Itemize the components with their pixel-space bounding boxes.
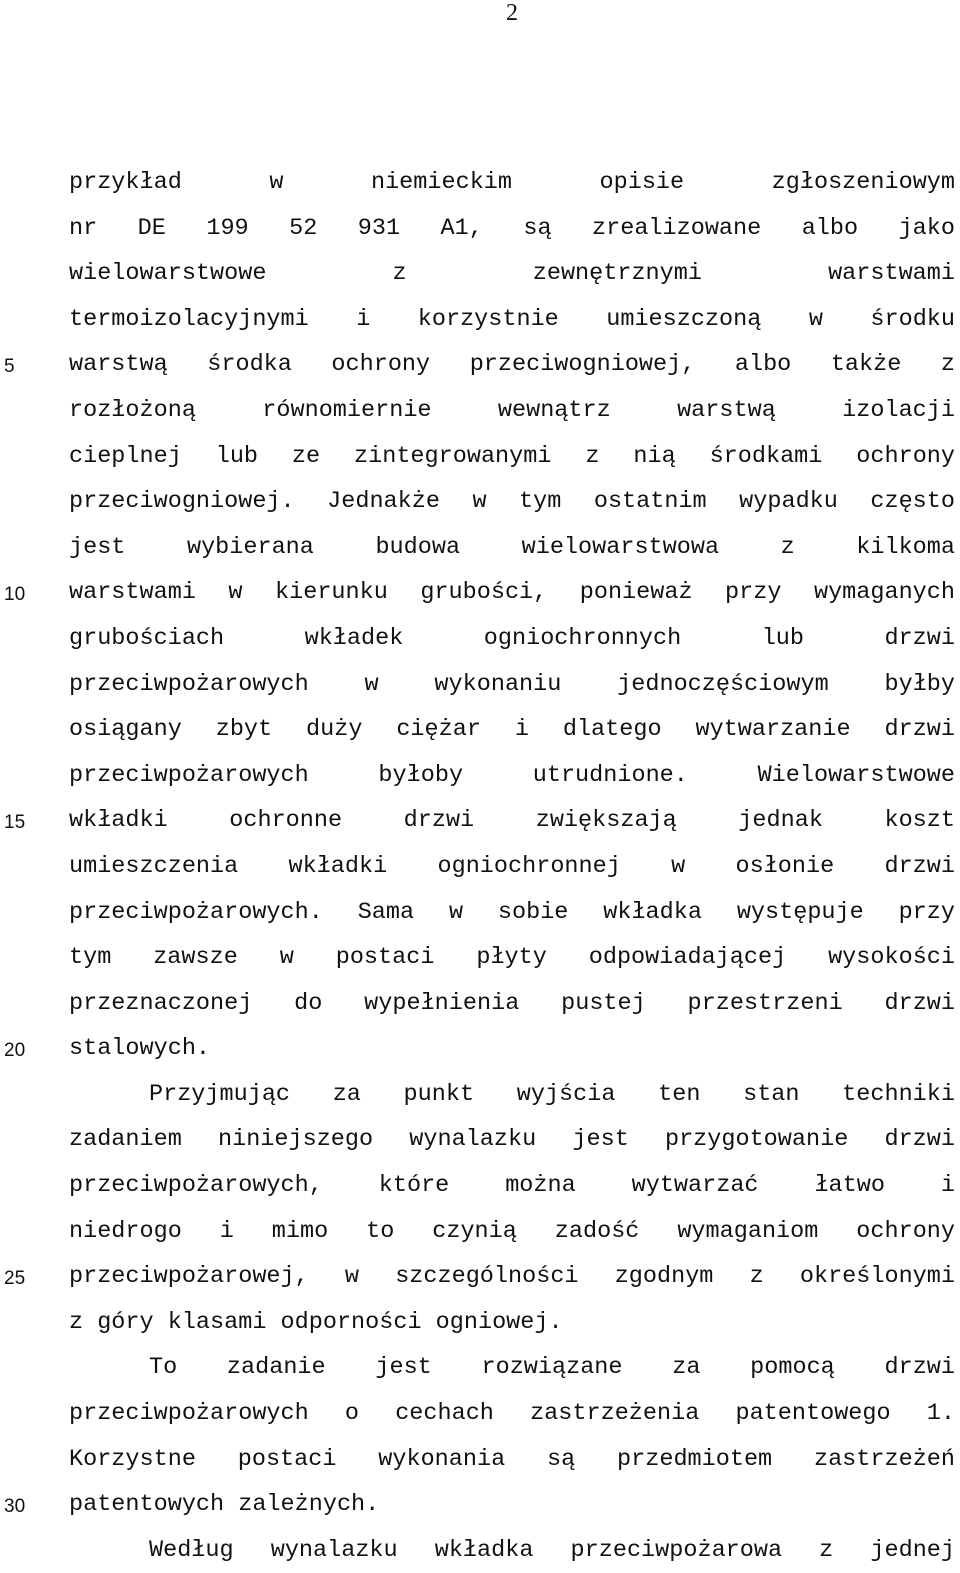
text-line: zadaniem niniejszego wynalazku jest przygotowanie drzwi [69, 1126, 955, 1154]
text-line: rozłożoną równomiernie wewnątrz warstwą izolacji [69, 396, 955, 424]
text-line: wielowarstwowe z zewnętrznymi warstwami [69, 260, 955, 288]
text-line: Według wynalazku wkładka przeciwpożarowa z jednej [149, 1536, 955, 1564]
text-line: osiągany zbyt duży ciężar i dlatego wytwarzanie drzwi [69, 716, 955, 744]
text-line: Korzystne postaci wykonania są przedmiotem zastrzeżeń [69, 1445, 955, 1473]
page-number: 2 [506, 0, 518, 26]
line-number-10: 10 [4, 584, 26, 605]
text-line: warstwą środka ochrony przeciwogniowej, albo także z [69, 351, 955, 379]
line-number-gutter [0, 0, 40, 1571]
text-line: przeciwpożarowych w wykonaniu jednoczęściowym byłby [69, 670, 955, 698]
text-line: tym zawsze w postaci płyty odpowiadającej wysokości [69, 944, 955, 972]
text-line: przeciwpożarowej, w szczególności zgodnym z określonymi [69, 1263, 955, 1291]
line-number-5: 5 [4, 356, 15, 377]
text-line: przykład w niemieckim opisie zgłoszeniowym [69, 169, 955, 196]
text-line: niedrogo i mimo to czynią zadość wymaganiom ochrony [69, 1217, 955, 1245]
text-line: z góry klasami odporności ogniowej. [69, 1308, 563, 1336]
text-line: wkładki ochronne drzwi zwiększają jednak koszt [69, 807, 955, 835]
text-line: przeciwpożarowych, które można wytwarzać łatwo i [69, 1172, 955, 1200]
line-number-15: 15 [4, 812, 26, 833]
text-line: przeznaczonej do wypełnienia pustej przestrzeni drzwi [69, 989, 955, 1017]
text-line: Przyjmując za punkt wyjścia ten stan techniki [149, 1080, 955, 1108]
text-line: przeciwpożarowych. Sama w sobie wkładka występuje przy [69, 898, 955, 926]
text-line: cieplnej lub ze zintegrowanymi z nią środkami ochrony [69, 442, 955, 470]
text-line: termoizolacyjnymi i korzystnie umieszczoną w środku [69, 305, 955, 333]
text-line: przeciwogniowej. Jednakże w tym ostatnim wypadku często [69, 488, 955, 516]
text-line: przeciwpożarowych byłoby utrudnione. Wielowarstwowe [69, 761, 955, 789]
text-line: warstwami w kierunku grubości, ponieważ przy wymaganych [69, 579, 955, 607]
text-line: stalowych. [69, 1035, 211, 1063]
text-line: nr DE 199 52 931 A1, są zrealizowane albo jako [69, 214, 955, 242]
text-line: jest wybierana budowa wielowarstwowa z kilkoma [69, 533, 955, 561]
text-line: patentowych zależnych. [69, 1491, 380, 1519]
text-line: umieszczenia wkładki ogniochronnej w osłonie drzwi [69, 852, 955, 880]
line-number-20: 20 [4, 1040, 26, 1061]
line-number-30: 30 [4, 1496, 26, 1517]
text-line: grubościach wkładek ogniochronnych lub drzwi [69, 624, 955, 652]
document-body [69, 160, 955, 1573]
text-line: To zadanie jest rozwiązane za pomocą drzwi [149, 1354, 955, 1382]
text-line: przeciwpożarowych o cechach zastrzeżenia patentowego 1. [69, 1400, 955, 1428]
line-number-25: 25 [4, 1268, 26, 1289]
